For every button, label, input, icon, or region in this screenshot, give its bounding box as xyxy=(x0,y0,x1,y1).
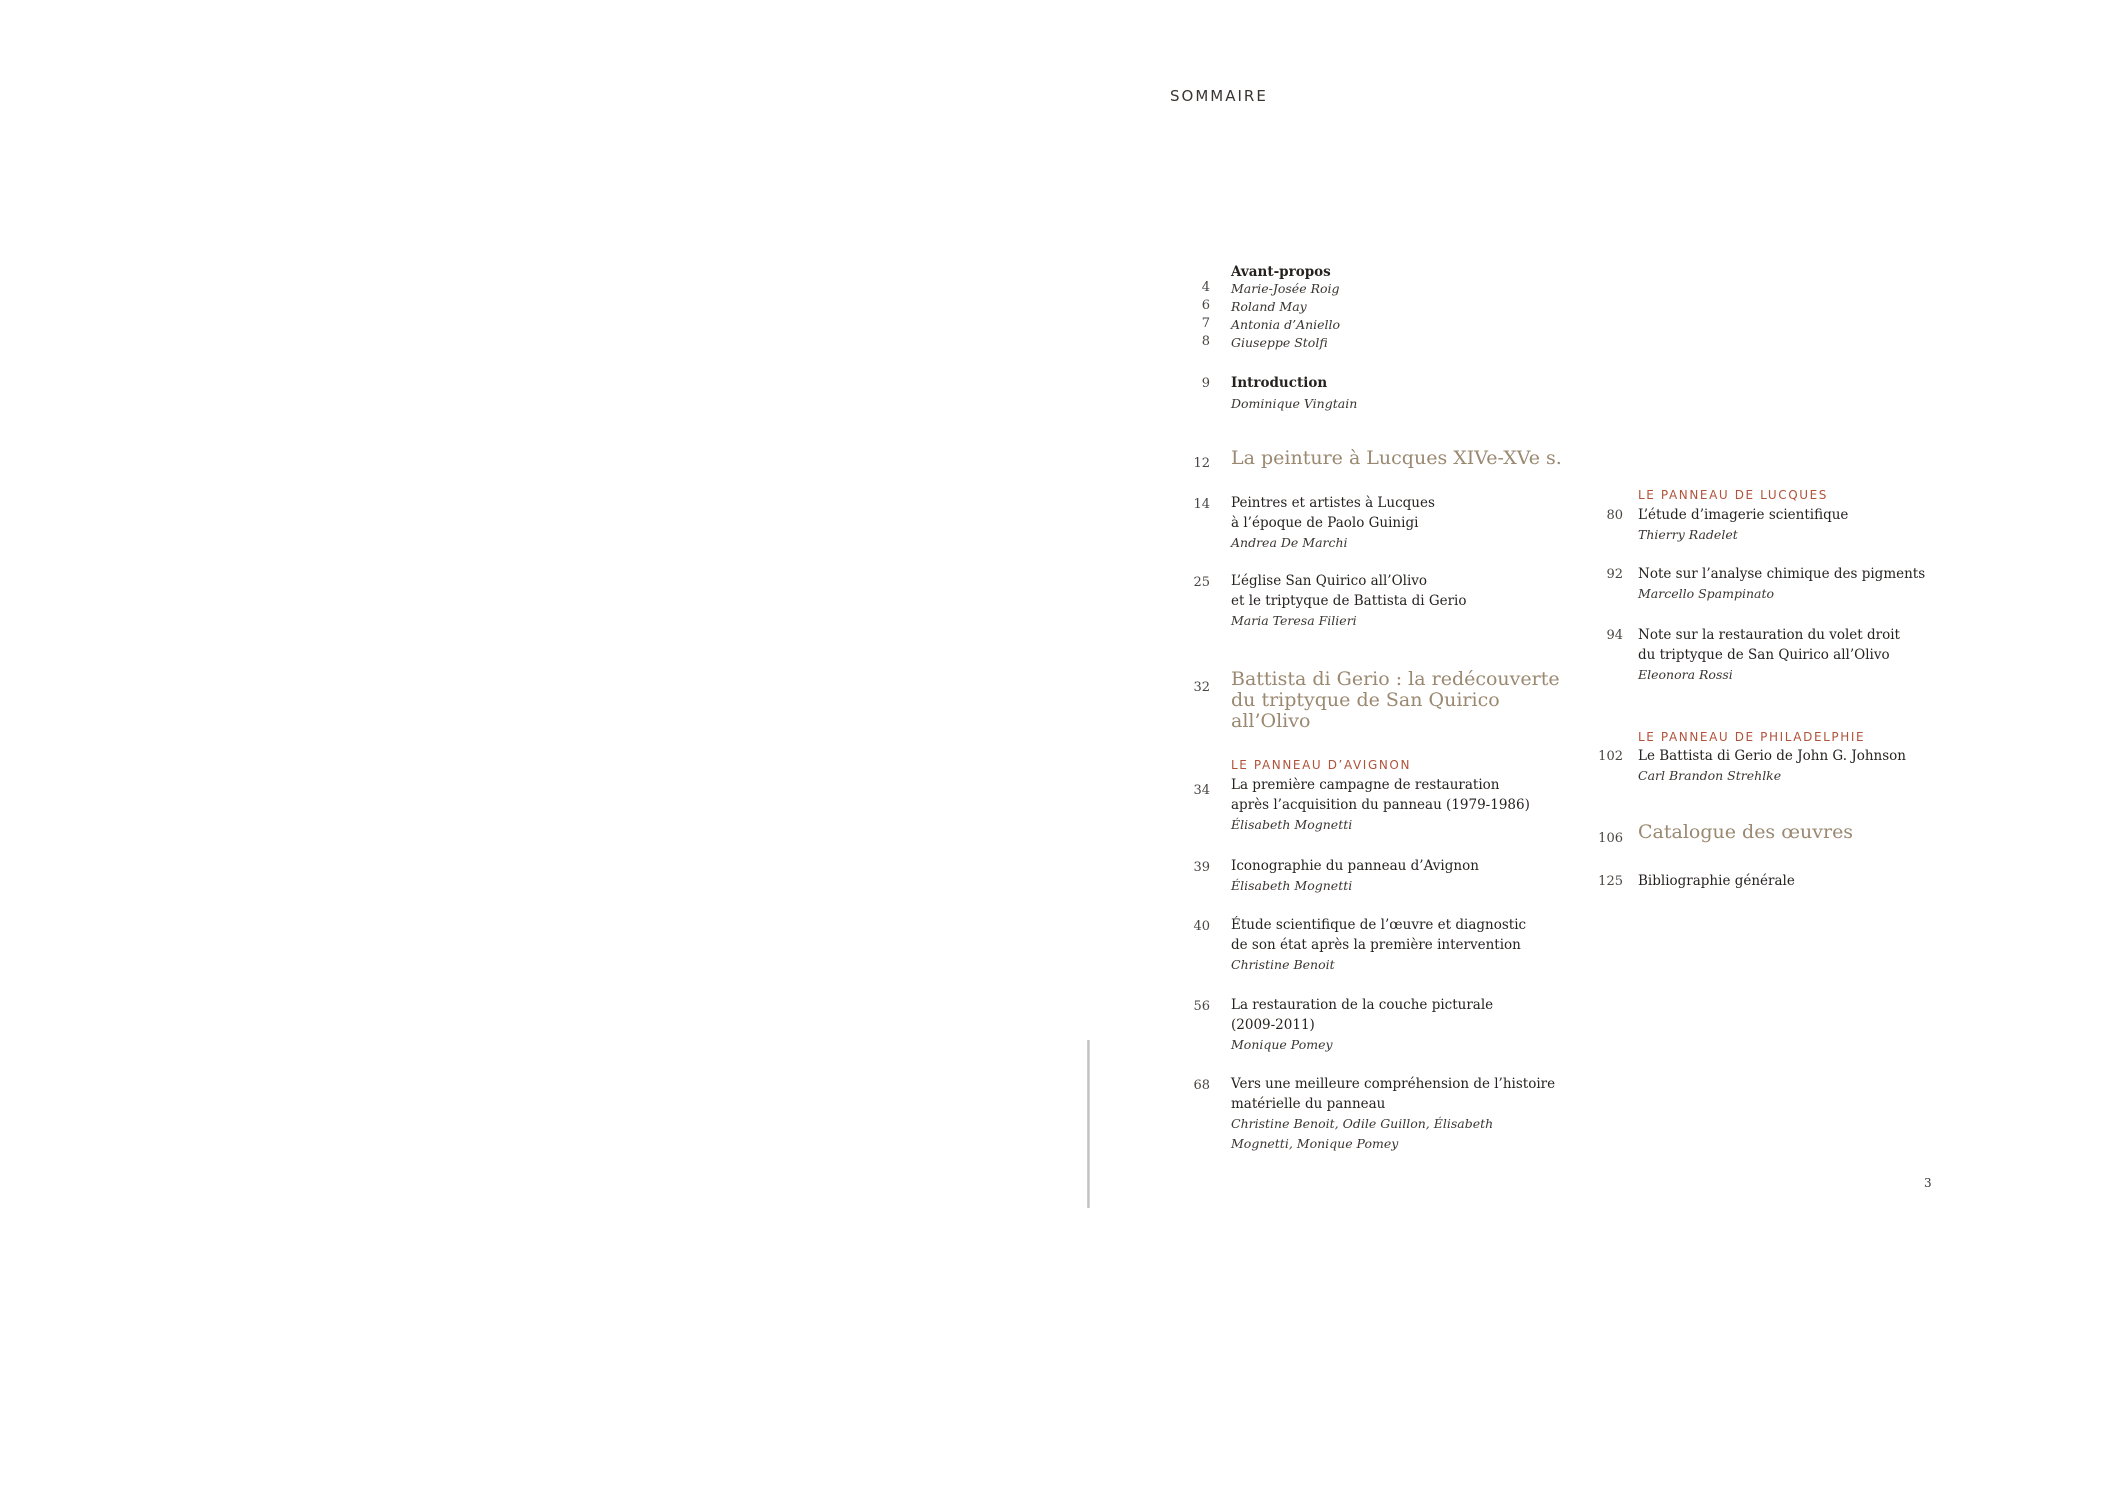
page-heading: SOMMAIRE xyxy=(1170,87,1268,105)
toc-entry-title: Étude scientifique de l’œuvre et diagnostic xyxy=(1231,917,1527,933)
toc-entry-title: L’église San Quirico all’Olivo xyxy=(1231,573,1428,589)
toc-entry-title: et le triptyque de Battista di Gerio xyxy=(1231,593,1467,609)
toc-page-number: 106 xyxy=(1598,831,1623,846)
toc-page-number: 94 xyxy=(1606,628,1623,643)
toc-page-number: 6 xyxy=(1201,298,1210,313)
toc-page-number: 34 xyxy=(1193,783,1210,798)
toc-author: Eleonora Rossi xyxy=(1638,667,1733,682)
toc-entry-title: Bibliographie générale xyxy=(1638,873,1795,889)
toc-entry-title: après l’acquisition du panneau (1979-1986) xyxy=(1231,797,1530,813)
toc-page-number: 4 xyxy=(1201,280,1210,295)
toc-page-number: 80 xyxy=(1606,508,1623,523)
toc-section-title: Battista di Gerio : la redécouverte xyxy=(1231,668,1560,690)
toc-author: Andrea De Marchi xyxy=(1231,535,1348,550)
toc-author: Marcello Spampinato xyxy=(1638,586,1775,601)
toc-section-title: La peinture à Lucques XIVe-XVe s. xyxy=(1231,447,1562,469)
toc-author: Roland May xyxy=(1231,299,1307,314)
toc-author: Antonia d’Aniello xyxy=(1231,317,1341,332)
toc-author: Maria Teresa Filieri xyxy=(1231,613,1357,628)
toc-section-title: all’Olivo xyxy=(1231,710,1311,732)
toc-page-number: 56 xyxy=(1193,999,1210,1014)
toc-page-number: 40 xyxy=(1193,919,1210,934)
toc-author: Dominique Vingtain xyxy=(1231,396,1358,411)
toc-author: Christine Benoit, Odile Guillon, Élisabeth xyxy=(1231,1116,1494,1131)
toc-page-number: 125 xyxy=(1598,874,1623,889)
toc-author: Marie-Josée Roig xyxy=(1231,281,1340,296)
page-gutter-shadow xyxy=(1087,1040,1090,1208)
toc-page-number: 8 xyxy=(1201,334,1210,349)
toc-entry-title: Le Battista di Gerio de John G. Johnson xyxy=(1638,748,1906,764)
toc-author: Christine Benoit xyxy=(1231,957,1335,972)
toc-author: Thierry Radelet xyxy=(1638,527,1738,542)
toc-section-title: Catalogue des œuvres xyxy=(1638,821,1854,843)
toc-page-number: 7 xyxy=(1201,316,1210,331)
toc-page-number: 68 xyxy=(1193,1078,1210,1093)
toc-subsection-label: LE PANNEAU DE LUCQUES xyxy=(1638,488,1829,502)
toc-section-title: du triptyque de San Quirico xyxy=(1231,689,1500,711)
toc-page-number: 25 xyxy=(1193,575,1210,590)
toc-entry-title: La restauration de la couche picturale xyxy=(1231,997,1494,1013)
toc-entry-title: Peintres et artistes à Lucques xyxy=(1231,495,1435,511)
toc-page-number: 102 xyxy=(1598,749,1623,764)
toc-entry-title: du triptyque de San Quirico all’Olivo xyxy=(1638,647,1890,663)
toc-entry-title: Note sur l’analyse chimique des pigments xyxy=(1638,566,1926,582)
toc-subsection-label: LE PANNEAU D’AVIGNON xyxy=(1231,758,1412,772)
toc-page-number: 12 xyxy=(1193,456,1210,471)
toc-entry-title: Note sur la restauration du volet droit xyxy=(1638,627,1900,643)
toc-page-number: 14 xyxy=(1193,497,1210,512)
toc-author: Élisabeth Mognetti xyxy=(1231,878,1353,893)
toc-entry-title: Iconographie du panneau d’Avignon xyxy=(1231,858,1479,874)
toc-author: Élisabeth Mognetti xyxy=(1231,817,1353,832)
toc-entry-title: de son état après la première intervention xyxy=(1231,937,1521,953)
toc-author: Giuseppe Stolfi xyxy=(1231,335,1328,350)
toc-title-avant-propos: Avant-propos xyxy=(1231,264,1331,280)
toc-page-number: 39 xyxy=(1193,860,1210,875)
toc-entry-title: Vers une meilleure compréhension de l’histoire xyxy=(1231,1076,1556,1092)
toc-entry-title: à l’époque de Paolo Guinigi xyxy=(1231,515,1419,531)
toc-entry-title: (2009-2011) xyxy=(1231,1017,1315,1033)
toc-author: Monique Pomey xyxy=(1231,1037,1333,1052)
toc-author: Mognetti, Monique Pomey xyxy=(1231,1136,1399,1151)
toc-page-number: 92 xyxy=(1606,567,1623,582)
toc-title-introduction: Introduction xyxy=(1231,375,1328,391)
toc-subsection-label: LE PANNEAU DE PHILADELPHIE xyxy=(1638,730,1866,744)
toc-entry-title: matérielle du panneau xyxy=(1231,1096,1386,1112)
toc-author: Carl Brandon Strehlke xyxy=(1638,768,1782,783)
toc-entry-title: L’étude d’imagerie scientifique xyxy=(1638,507,1849,523)
page-number: 3 xyxy=(1924,1176,1932,1190)
toc-entry-title: La première campagne de restauration xyxy=(1231,777,1500,793)
toc-page-number: 32 xyxy=(1193,680,1210,695)
toc-page-number: 9 xyxy=(1201,376,1210,391)
